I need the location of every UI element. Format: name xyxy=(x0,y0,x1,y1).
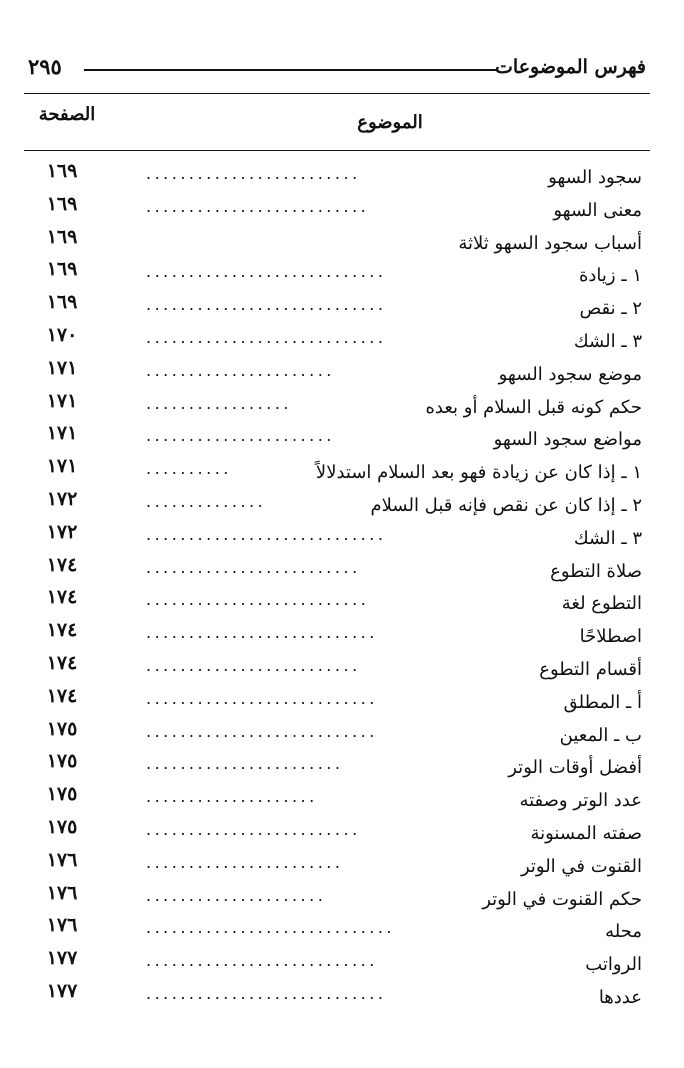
topic-title: ٣ ـ الشك xyxy=(573,527,642,549)
list-item xyxy=(28,388,642,421)
page-reference: ١٧٢ xyxy=(46,520,78,543)
list-item xyxy=(28,912,642,945)
dot-leader: ....................... xyxy=(146,754,344,774)
dot-leader: ................. xyxy=(146,393,292,413)
page-reference: ١٧٤ xyxy=(46,684,78,707)
topic-title: صفته المسنونة xyxy=(530,822,642,844)
page-reference: ١٦٩ xyxy=(46,291,78,314)
dot-leader: ........................... xyxy=(146,721,378,741)
page-reference: ١٧٥ xyxy=(46,717,78,740)
page-reference: ١٧٥ xyxy=(46,750,78,773)
topic-title: ٢ ـ نقص xyxy=(579,298,642,320)
list-item xyxy=(28,552,642,585)
dot-leader: .............. xyxy=(146,491,267,511)
page-reference: ١٧٧ xyxy=(46,979,78,1002)
page-reference: ١٧١ xyxy=(46,455,78,478)
list-item xyxy=(28,617,642,650)
page-reference: ١٧٤ xyxy=(46,553,78,576)
dot-leader: ........................... xyxy=(146,623,378,643)
topic-title: صلاة التطوع xyxy=(550,560,642,582)
dot-leader: .......... xyxy=(146,459,232,479)
dot-leader: .......................... xyxy=(146,590,370,610)
page-reference: ١٧٤ xyxy=(46,586,78,609)
list-item xyxy=(28,748,642,781)
topic-column-header: الموضوع xyxy=(357,112,423,133)
topic-title: ب ـ المعين xyxy=(559,724,642,746)
list-item xyxy=(28,519,642,552)
topic-title: موضع سجود السهو xyxy=(498,363,642,385)
page-reference: ١٧٢ xyxy=(46,487,78,510)
page-column-header: الصفحة xyxy=(38,104,96,125)
list-item xyxy=(28,683,642,716)
topic-title: عددها xyxy=(598,986,642,1008)
running-head xyxy=(28,56,646,86)
header-divider xyxy=(24,93,650,94)
dot-leader: ............................ xyxy=(146,295,387,315)
topic-title: ٣ ـ الشك xyxy=(573,330,642,352)
page-reference: ١٧١ xyxy=(46,356,78,379)
list-item xyxy=(28,814,642,847)
page-reference: ١٦٩ xyxy=(46,160,78,182)
list-item xyxy=(28,289,642,322)
page-reference: ١٧٠ xyxy=(46,323,78,346)
topic-title: محله xyxy=(605,921,642,943)
running-head-title: فهرس الموضوعات xyxy=(495,56,646,78)
list-item xyxy=(28,847,642,880)
dot-leader: ............................ xyxy=(146,262,387,282)
list-item xyxy=(28,486,642,519)
list-item xyxy=(28,355,642,388)
dot-leader: .......................... xyxy=(146,196,370,216)
list-item xyxy=(28,224,642,257)
topic-title: القنوت في الوتر xyxy=(520,855,642,877)
page-reference: ١٧٦ xyxy=(46,914,78,937)
list-item xyxy=(28,880,642,913)
list-item xyxy=(28,256,642,289)
list-item xyxy=(28,420,642,453)
dot-leader: ......................... xyxy=(146,819,361,839)
table-header-divider xyxy=(24,150,650,151)
index-list xyxy=(28,158,642,1011)
page-reference: ١٧٧ xyxy=(46,947,78,970)
dot-leader: ......................... xyxy=(146,164,361,183)
page-reference: ١٦٩ xyxy=(46,258,78,281)
topic-title: حكم القنوت في الوتر xyxy=(482,888,642,910)
page-reference: ١٧٥ xyxy=(46,815,78,838)
dot-leader: ..................... xyxy=(146,885,327,905)
list-item xyxy=(28,650,642,683)
topic-title: حكم كونه قبل السلام أو بعده xyxy=(425,396,642,418)
dot-leader: ......................... xyxy=(146,557,361,577)
dot-leader: ........................... xyxy=(146,951,378,971)
topic-title: الرواتب xyxy=(585,954,642,976)
topic-title: ١ ـ إذا كان عن زيادة فهو بعد السلام استدلالاً xyxy=(315,462,642,484)
topic-title: مواضع سجود السهو xyxy=(493,429,642,451)
topic-title: اصطلاحًا xyxy=(579,626,642,648)
topic-title: أقسام التطوع xyxy=(539,658,642,680)
page-reference: ١٧٤ xyxy=(46,619,78,642)
list-item xyxy=(28,322,642,355)
list-item xyxy=(28,584,642,617)
page-reference: ١٧١ xyxy=(46,389,78,412)
dot-leader: ........................... xyxy=(146,688,378,708)
topic-title: معنى السهو xyxy=(553,199,642,221)
topic-title: عدد الوتر وصفته xyxy=(519,790,642,812)
running-head-rule xyxy=(84,69,496,71)
dot-leader: ............................ xyxy=(146,983,387,1003)
dot-leader: ............................. xyxy=(146,918,395,938)
dot-leader: ...................... xyxy=(146,360,335,380)
page-reference: ١٧٥ xyxy=(46,783,78,806)
list-item xyxy=(28,781,642,814)
dot-leader: .................... xyxy=(146,787,318,807)
topic-title: ١ ـ زيادة xyxy=(578,265,642,287)
page-number: ٢٩٥ xyxy=(28,54,62,79)
dot-leader: ...................... xyxy=(146,426,335,446)
dot-leader: ............................ xyxy=(146,524,387,544)
dot-leader: ............................ xyxy=(146,327,387,347)
list-item xyxy=(28,191,642,224)
dot-leader: ......................... xyxy=(146,655,361,675)
dot-leader: ....................... xyxy=(146,852,344,872)
topic-title: أسباب سجود السهو ثلاثة xyxy=(458,232,642,254)
list-item xyxy=(28,453,642,486)
page-reference: ١٦٩ xyxy=(46,192,78,215)
page-reference: ١٦٩ xyxy=(46,225,78,248)
list-item xyxy=(28,716,642,749)
list-item xyxy=(28,158,642,191)
page-reference: ١٧١ xyxy=(46,422,78,445)
list-item xyxy=(28,978,642,1011)
page-reference: ١٧٤ xyxy=(46,651,78,674)
list-item xyxy=(28,945,642,978)
page-reference: ١٧٦ xyxy=(46,881,78,904)
topic-title: ٢ ـ إذا كان عن نقص فإنه قبل السلام xyxy=(370,494,642,516)
topic-title: أفضل أوقات الوتر xyxy=(508,757,642,779)
topic-title: أ ـ المطلق xyxy=(563,691,642,713)
topic-title: التطوع لغة xyxy=(561,593,642,615)
page-reference: ١٧٦ xyxy=(46,848,78,871)
topic-title: سجود السهو xyxy=(548,167,642,188)
